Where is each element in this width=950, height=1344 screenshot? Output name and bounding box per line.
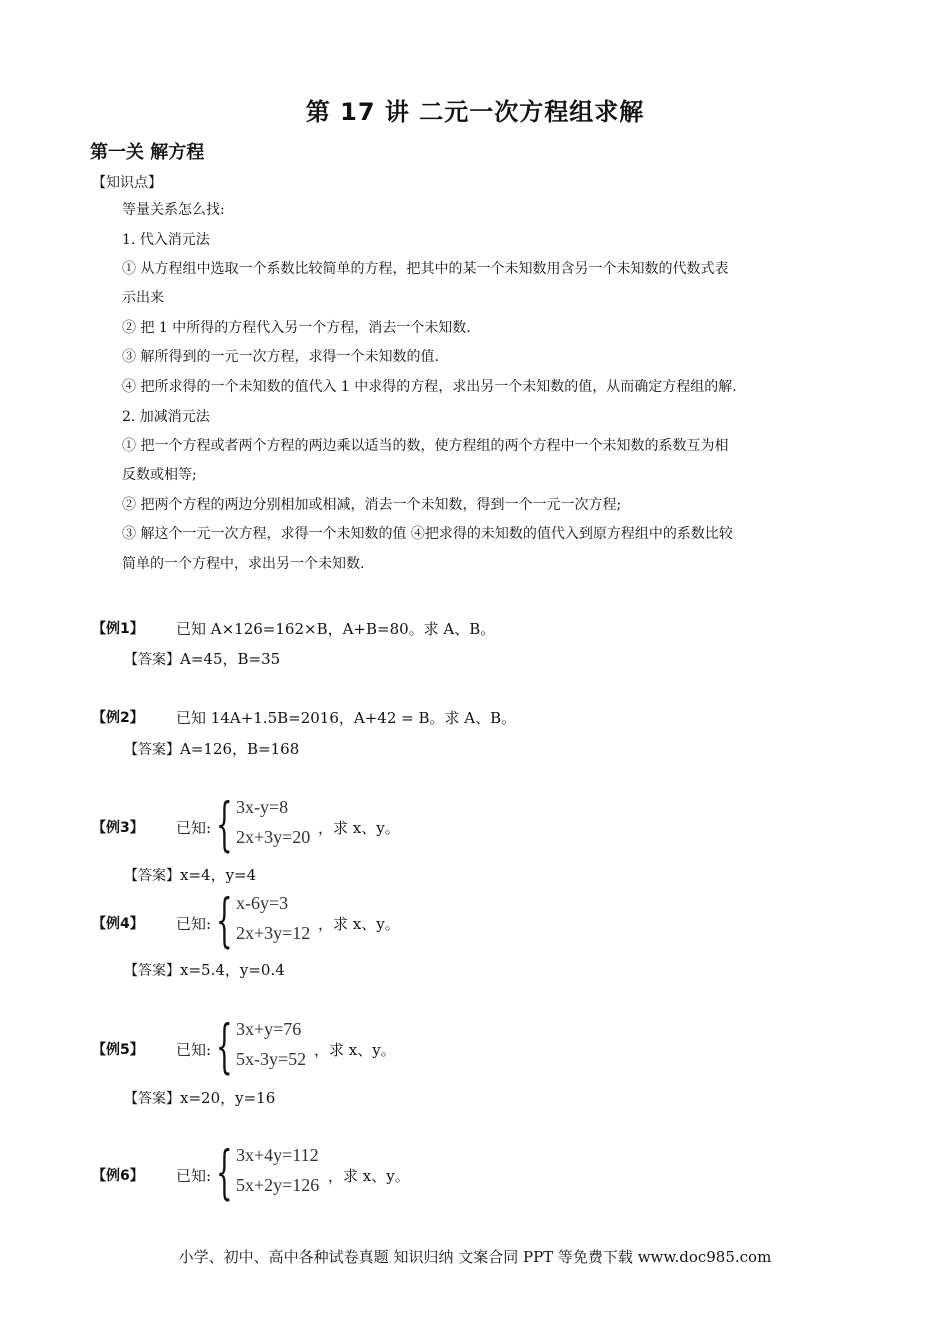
left-brace: {: [216, 886, 233, 954]
knowledge-line: 反数或相等;: [122, 467, 197, 483]
answer-label: 【答案】: [124, 1091, 180, 1107]
example-label: 【例1】: [92, 621, 144, 637]
example-label: 【例3】: [92, 820, 144, 836]
example-label: 【例5】: [92, 1042, 144, 1058]
knowledge-line: ① 从方程组中选取一个系数比较简单的方程，把其中的某一个未知数用含另一个未知数的代数式表: [122, 261, 729, 277]
left-brace: {: [216, 1012, 233, 1080]
example-label: 【例4】: [92, 916, 144, 932]
answer-4: [124, 959, 285, 980]
section-title: 第一关 解方程: [90, 142, 205, 163]
knowledge-line: ① 把一个方程或者两个方程的两边乘以适当的数，使方程组的两个方程中一个未知数的系数互为相: [122, 438, 729, 454]
equation-2: 2x+3y=12: [236, 923, 311, 943]
answer-label: 【答案】: [124, 652, 180, 668]
answer-2: [124, 738, 299, 759]
answer-label: 【答案】: [124, 963, 180, 979]
answer-label: 【答案】: [124, 742, 180, 758]
equation-2: 5x-3y=52: [236, 1049, 307, 1069]
knowledge-line: 示出来: [122, 290, 164, 306]
answer-5: [124, 1087, 275, 1108]
answer-1: [124, 648, 280, 669]
known-text: 已知:: [176, 819, 212, 837]
equation-1: 3x-y=8: [236, 797, 289, 817]
answer-value: x=20，y=16: [180, 1089, 276, 1107]
equation-1: x-6y=3: [236, 893, 289, 913]
example-text: 已知 A×126=162×B，A+B=80。求 A、B。: [176, 620, 496, 638]
example-text: 已知 14A+1.5B=2016，A+42 = B。求 A、B。: [176, 709, 517, 727]
ask-text: ，求 x、y。: [328, 1167, 410, 1185]
equation-1: 3x+4y=112: [236, 1145, 319, 1165]
knowledge-line: 1. 代入消元法: [122, 232, 210, 248]
knowledge-line: ② 把 1 中所得的方程代入另一个方程，消去一个未知数.: [122, 320, 471, 336]
known-text: 已知:: [176, 1041, 212, 1059]
example-1: [92, 618, 496, 638]
knowledge-line: 2. 加减消元法: [122, 409, 210, 425]
example-3: [92, 790, 592, 859]
known-text: 已知:: [176, 1167, 212, 1185]
answer-value: x=4，y=4: [180, 866, 257, 884]
example-6: [92, 1138, 592, 1207]
knowledge-line: 简单的一个方程中，求出另一个未知数.: [122, 556, 365, 572]
example-label: 【例6】: [92, 1168, 144, 1184]
knowledge-line: ② 把两个方程的两边分别相加或相减，消去一个未知数，得到一个一元一次方程;: [122, 497, 622, 513]
page-footer: 小学、初中、高中各种试卷真题 知识归纳 文案合同 PPT 等免费下载 www.doc985.com: [178, 1248, 772, 1266]
example-5: [92, 1012, 592, 1081]
knowledge-line: 等量关系怎么找:: [122, 202, 225, 218]
left-brace: {: [216, 1138, 233, 1206]
answer-value: A=45，B=35: [180, 650, 281, 668]
example-label: 【例2】: [92, 710, 144, 726]
page-title: 第 17 讲 二元一次方程组求解: [305, 98, 645, 126]
answer-value: x=5.4，y=0.4: [180, 961, 285, 979]
knowledge-line: ③ 解所得到的一元一次方程，求得一个未知数的值.: [122, 349, 439, 365]
left-brace: {: [216, 790, 233, 858]
example-2: [92, 707, 517, 727]
answer-3: [124, 864, 256, 885]
example-4: [92, 886, 592, 955]
knowledge-line: ④ 把所求得的一个未知数的值代入 1 中求得的方程，求出另一个未知数的值，从而确定方程组的解.: [122, 379, 737, 395]
equation-1: 3x+y=76: [236, 1019, 302, 1039]
equation-2: 2x+3y=20: [236, 827, 311, 847]
answer-value: A=126，B=168: [180, 740, 300, 758]
known-text: 已知:: [176, 915, 212, 933]
ask-text: ，求 x、y。: [314, 1041, 396, 1059]
ask-text: ，求 x、y。: [318, 915, 400, 933]
ask-text: ，求 x、y。: [318, 819, 400, 837]
knowledge-line: ③ 解这个一元一次方程，求得一个未知数的值 ④把求得的未知数的值代入到原方程组中的系数比较: [122, 526, 733, 542]
knowledge-label: 【知识点】: [92, 175, 162, 191]
equation-2: 5x+2y=126: [236, 1175, 320, 1195]
answer-label: 【答案】: [124, 868, 180, 884]
